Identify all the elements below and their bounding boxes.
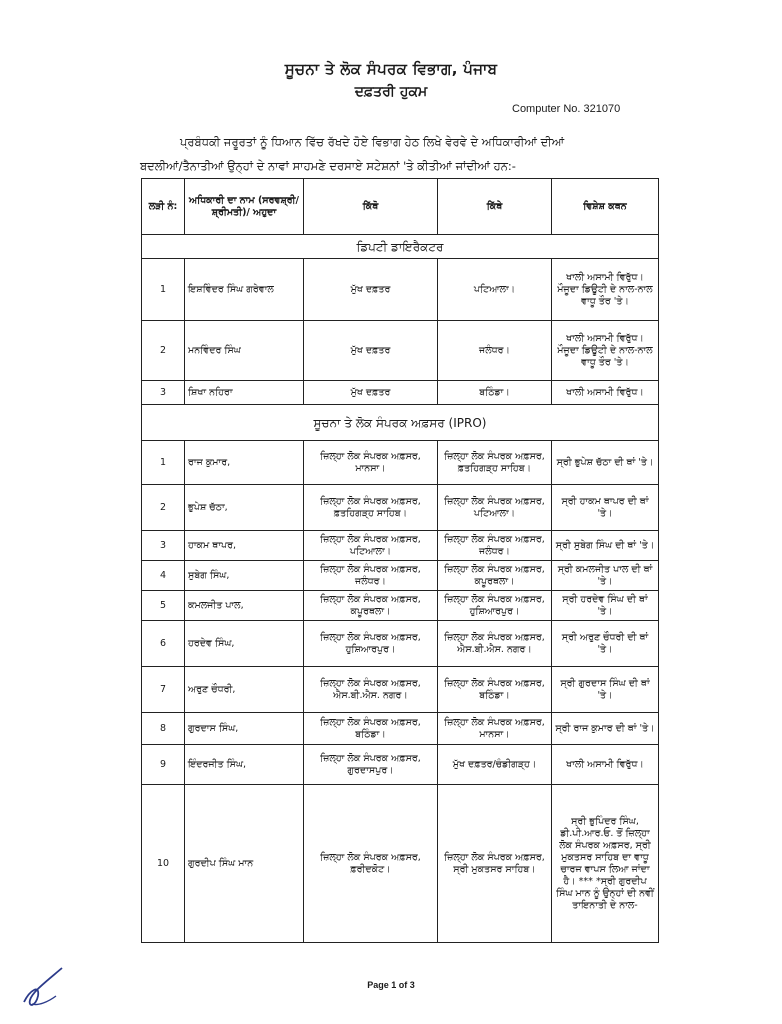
section-deputy-director: ਡਿਪਟੀ ਡਾਇਰੈਕਟਰ: [142, 235, 659, 259]
cell-remarks: ਸ੍ਰੀ ਅਰੁਣ ਚੌਧਰੀ ਦੀ ਥਾਂ 'ਤੇ।: [552, 621, 659, 667]
header-to: ਕਿੱਥੇ: [438, 179, 552, 235]
cell-from: ਜ਼ਿਲ੍ਹਾ ਲੋਕ ਸੰਪਰਕ ਅਫ਼ਸਰ, ਕਪੂਰਥਲਾ।: [304, 591, 438, 621]
intro-line-2: ਬਦਲੀਆਂ/ਤੈਨਾਤੀਆਂ ਉਨ੍ਹਾਂ ਦੇ ਨਾਵਾਂ ਸਾਹਮਣੇ ਦਰਸਾਏ ਸਟੇਸ਼ਨਾਂ 'ਤੇ ਕੀਤੀਆਂ ਜਾਂਦੀਆਂ ਹਨ:-: [140, 159, 516, 173]
cell-to: ਜਲੰਧਰ।: [438, 321, 552, 381]
cell-name: ਸੁਬੇਗ ਸਿੰਘ,: [185, 561, 304, 591]
cell-sr: 5: [142, 591, 185, 621]
intro-line-1: ਪ੍ਰਬੰਧਕੀ ਜਰੂਰਤਾਂ ਨੂੰ ਧਿਆਨ ਵਿੱਚ ਰੱਖਦੇ ਹੋਏ ਵਿਭਾਗ ਹੇਠ ਲਿਖੇ ਵੇਰਵੇ ਦੇ ਅਧਿਕਾਰੀਆਂ ਦੀਆਂ: [180, 135, 565, 149]
cell-remarks: ਸ੍ਰੀ ਹਾਕਮ ਥਾਪਰ ਦੀ ਥਾਂ 'ਤੇ।: [552, 485, 659, 531]
cell-from: ਜ਼ਿਲ੍ਹਾ ਲੋਕ ਸੰਪਰਕ ਅਫ਼ਸਰ, ਫ਼ਤਹਿਗੜ੍ਹ ਸਾਹਿਬ।: [304, 485, 438, 531]
header-remarks: ਵਿਸ਼ੇਸ਼ ਕਥਨ: [552, 179, 659, 235]
cell-remarks: ਖਾਲੀ ਅਸਾਮੀ ਵਿਰੁੱਧ। ਮੌਜੂਦਾ ਡਿਊਟੀ ਦੇ ਨਾਲ-ਨਾਲ ਵਾਧੂ ਤੌਰ 'ਤੇ।: [552, 259, 659, 321]
cell-remarks: ਸ੍ਰੀ ਗੁਰਦਾਸ ਸਿੰਘ ਦੀ ਥਾਂ 'ਤੇ।: [552, 667, 659, 713]
cell-sr: 4: [142, 561, 185, 591]
cell-to: ਜ਼ਿਲ੍ਹਾ ਲੋਕ ਸੰਪਰਕ ਅਫ਼ਸਰ, ਕਪੂਰਥਲਾ।: [438, 561, 552, 591]
cell-sr: 3: [142, 381, 185, 405]
cell-sr: 3: [142, 531, 185, 561]
cell-to: ਬਠਿੰਡਾ।: [438, 381, 552, 405]
cell-name: ਰਾਜ ਕੁਮਾਰ,: [185, 441, 304, 485]
table-row: [142, 561, 659, 591]
cell-sr: 1: [142, 441, 185, 485]
cell-to: ਜ਼ਿਲ੍ਹਾ ਲੋਕ ਸੰਪਰਕ ਅਫ਼ਸਰ, ਸ੍ਰੀ ਮੁਕਤਸਰ ਸਾਹਿਬ।: [438, 785, 552, 943]
cell-sr: 10: [142, 785, 185, 943]
cell-sr: 6: [142, 621, 185, 667]
section-row: [142, 235, 659, 259]
cell-remarks: ਸ੍ਰੀ ਕਮਲਜੀਤ ਪਾਲ ਦੀ ਥਾਂ 'ਤੇ।: [552, 561, 659, 591]
cell-remarks: ਸ੍ਰੀ ਭੁਪੇਸ਼ ਚੱਠਾ ਦੀ ਥਾਂ 'ਤੇ।: [552, 441, 659, 485]
cell-from: ਜ਼ਿਲ੍ਹਾ ਲੋਕ ਸੰਪਰਕ ਅਫ਼ਸਰ, ਬਠਿੰਡਾ।: [304, 713, 438, 745]
table-row: [142, 621, 659, 667]
table-row: [142, 259, 659, 321]
cell-from: ਜ਼ਿਲ੍ਹਾ ਲੋਕ ਸੰਪਰਕ ਅਫ਼ਸਰ, ਗੁਰਦਾਸਪੁਰ।: [304, 745, 438, 785]
table-row: [142, 785, 659, 943]
table-row: [142, 745, 659, 785]
cell-sr: 1: [142, 259, 185, 321]
cell-from: ਜ਼ਿਲ੍ਹਾ ਲੋਕ ਸੰਪਰਕ ਅਫ਼ਸਰ, ਹੁਸ਼ਿਆਰਪੁਰ।: [304, 621, 438, 667]
header-sr: ਲੜੀ ਨੰ:: [142, 179, 185, 235]
cell-from: ਜ਼ਿਲ੍ਹਾ ਲੋਕ ਸੰਪਰਕ ਅਫ਼ਸਰ, ਫ਼ਰੀਦਕੋਟ।: [304, 785, 438, 943]
cell-name: ਇੰਦਰਜੀਤ ਸਿੰਘ,: [185, 745, 304, 785]
transfer-table: [141, 178, 659, 943]
cell-remarks: ਸ੍ਰੀ ਸੁਬੇਗ ਸਿੰਘ ਦੀ ਥਾਂ 'ਤੇ।: [552, 531, 659, 561]
table-row: [142, 667, 659, 713]
section-ipro: ਸੂਚਨਾ ਤੇ ਲੋਕ ਸੰਪਰਕ ਅਫ਼ਸਰ (IPRO): [142, 405, 659, 441]
cell-remarks: ਖਾਲੀ ਅਸਾਮੀ ਵਿਰੁੱਧ।: [552, 745, 659, 785]
cell-sr: 2: [142, 485, 185, 531]
cell-name: ਗੁਰਦਾਸ ਸਿੰਘ,: [185, 713, 304, 745]
cell-to: ਜ਼ਿਲ੍ਹਾ ਲੋਕ ਸੰਪਰਕ ਅਫ਼ਸਰ, ਐਸ.ਬੀ.ਐਸ. ਨਗਰ।: [438, 621, 552, 667]
cell-to: ਜ਼ਿਲ੍ਹਾ ਲੋਕ ਸੰਪਰਕ ਅਫ਼ਸਰ, ਫ਼ਤਹਿਗੜ੍ਹ ਸਾਹਿਬ।: [438, 441, 552, 485]
table-row: [142, 441, 659, 485]
cell-to: ਜ਼ਿਲ੍ਹਾ ਲੋਕ ਸੰਪਰਕ ਅਫ਼ਸਰ, ਜਲੰਧਰ।: [438, 531, 552, 561]
cell-from: ਜ਼ਿਲ੍ਹਾ ਲੋਕ ਸੰਪਰਕ ਅਫ਼ਸਰ, ਜਲੰਧਰ।: [304, 561, 438, 591]
cell-remarks: ਖਾਲੀ ਅਸਾਮੀ ਵਿਰੁੱਧ। ਮੌਜੂਦਾ ਡਿਊਟੀ ਦੇ ਨਾਲ-ਨਾਲ ਵਾਧੂ ਤੌਰ 'ਤੇ।: [552, 321, 659, 381]
computer-number: Computer No. 321070: [512, 103, 621, 115]
cell-to: ਪਟਿਆਲਾ।: [438, 259, 552, 321]
cell-to: ਜ਼ਿਲ੍ਹਾ ਲੋਕ ਸੰਪਰਕ ਅਫ਼ਸਰ, ਬਠਿੰਡਾ।: [438, 667, 552, 713]
cell-to: ਜ਼ਿਲ੍ਹਾ ਲੋਕ ਸੰਪਰਕ ਅਫ਼ਸਰ, ਮਾਨਸਾ।: [438, 713, 552, 745]
order-title: ਦਫ਼ਤਰੀ ਹੁਕਮ: [354, 84, 428, 100]
cell-remarks: ਖਾਲੀ ਅਸਾਮੀ ਵਿਰੁੱਧ।: [552, 381, 659, 405]
table-row: [142, 381, 659, 405]
cell-remarks: ਸ੍ਰੀ ਰਾਜ ਕੁਮਾਰ ਦੀ ਥਾਂ 'ਤੇ।: [552, 713, 659, 745]
header-name: ਅਧਿਕਾਰੀ ਦਾ ਨਾਮ (ਸਰਵਸ਼੍ਰੀ/ਸ਼੍ਰੀਮਤੀ)/ ਅਹੁਦਾ: [185, 179, 304, 235]
intro-paragraph: [140, 130, 670, 178]
cell-name: ਭੁਪੇਸ਼ ਚੱਠਾ,: [185, 485, 304, 531]
table-row: [142, 531, 659, 561]
cell-from: ਮੁੱਖ ਦਫ਼ਤਰ: [304, 321, 438, 381]
cell-name: ਹਰਦੇਵ ਸਿੰਘ,: [185, 621, 304, 667]
section-row: [142, 405, 659, 441]
cell-sr: 2: [142, 321, 185, 381]
cell-name: ਗੁਰਦੀਪ ਸਿੰਘ ਮਾਨ: [185, 785, 304, 943]
cell-name: ਮਨਵਿੰਦਰ ਸਿੰਘ: [185, 321, 304, 381]
cell-to: ਜ਼ਿਲ੍ਹਾ ਲੋਕ ਸੰਪਰਕ ਅਫ਼ਸਰ, ਪਟਿਆਲਾ।: [438, 485, 552, 531]
table-row: [142, 713, 659, 745]
cell-remarks: ਸ੍ਰੀ ਭੁਪਿੰਦਰ ਸਿੰਘ, ਡੀ.ਪੀ.ਆਰ.ਓ. ਤੋਂ ਜ਼ਿਲ੍ਹਾ ਲੋਕ ਸੰਪਰਕ ਅਫ਼ਸਰ, ਸ੍ਰੀ ਮੁਕਤਸਰ ਸਾਹਿਬ ਦਾ ਵਾਧੂ ਚਾਰਜ ਵਾਪਸ ਲਿਆ ਜਾਂਦਾ ਹੈ। *** *ਸ੍ਰੀ ਗੁਰਦੀਪ ਸਿੰਘ ਮਾਨ ਨੂੰ ਉਨ੍ਹਾਂ ਦੀ ਨਵੀਂ ਤਾਇਨਾਤੀ ਦੇ ਨਾਲ-: [552, 785, 659, 943]
cell-to: ਮੁੱਖ ਦਫ਼ਤਰ/ਚੰਡੀਗੜ੍ਹ।: [438, 745, 552, 785]
page-number: Page 1 of 3: [367, 980, 415, 990]
department-title: ਸੂਚਨਾ ਤੇ ਲੋਕ ਸੰਪਰਕ ਵਿਭਾਗ, ਪੰਜਾਬ: [284, 60, 498, 78]
cell-name: ਅਰੁਣ ਚੌਧਰੀ,: [185, 667, 304, 713]
cell-remarks: ਸ੍ਰੀ ਹਰਦੇਵ ਸਿੰਘ ਦੀ ਥਾਂ 'ਤੇ।: [552, 591, 659, 621]
cell-name: ਇਸ਼ਵਿੰਦਰ ਸਿੰਘ ਗਰੇਵਾਲ: [185, 259, 304, 321]
header-from: ਕਿੱਥੋ: [304, 179, 438, 235]
table-row: [142, 485, 659, 531]
cell-to: ਜ਼ਿਲ੍ਹਾ ਲੋਕ ਸੰਪਰਕ ਅਫ਼ਸਰ, ਹੁਸ਼ਿਆਰਪੁਰ।: [438, 591, 552, 621]
cell-sr: 9: [142, 745, 185, 785]
cell-from: ਜ਼ਿਲ੍ਹਾ ਲੋਕ ਸੰਪਰਕ ਅਫ਼ਸਰ, ਮਾਨਸਾ।: [304, 441, 438, 485]
cell-name: ਹਾਕਮ ਥਾਪਰ,: [185, 531, 304, 561]
cell-from: ਮੁੱਖ ਦਫ਼ਤਰ: [304, 259, 438, 321]
cell-from: ਜ਼ਿਲ੍ਹਾ ਲੋਕ ਸੰਪਰਕ ਅਫ਼ਸਰ, ਐਸ.ਬੀ.ਐਸ. ਨਗਰ।: [304, 667, 438, 713]
cell-sr: 8: [142, 713, 185, 745]
table-row: [142, 591, 659, 621]
cell-name: ਸ਼ਿਖਾ ਨਹਿਰਾ: [185, 381, 304, 405]
table-row: [142, 321, 659, 381]
cell-from: ਜ਼ਿਲ੍ਹਾ ਲੋਕ ਸੰਪਰਕ ਅਫ਼ਸਰ, ਪਟਿਆਲਾ।: [304, 531, 438, 561]
cell-name: ਕਮਲਜੀਤ ਪਾਲ,: [185, 591, 304, 621]
cell-from: ਮੁੱਖ ਦਫ਼ਤਰ: [304, 381, 438, 405]
cell-sr: 7: [142, 667, 185, 713]
table-header-row: [142, 179, 659, 235]
